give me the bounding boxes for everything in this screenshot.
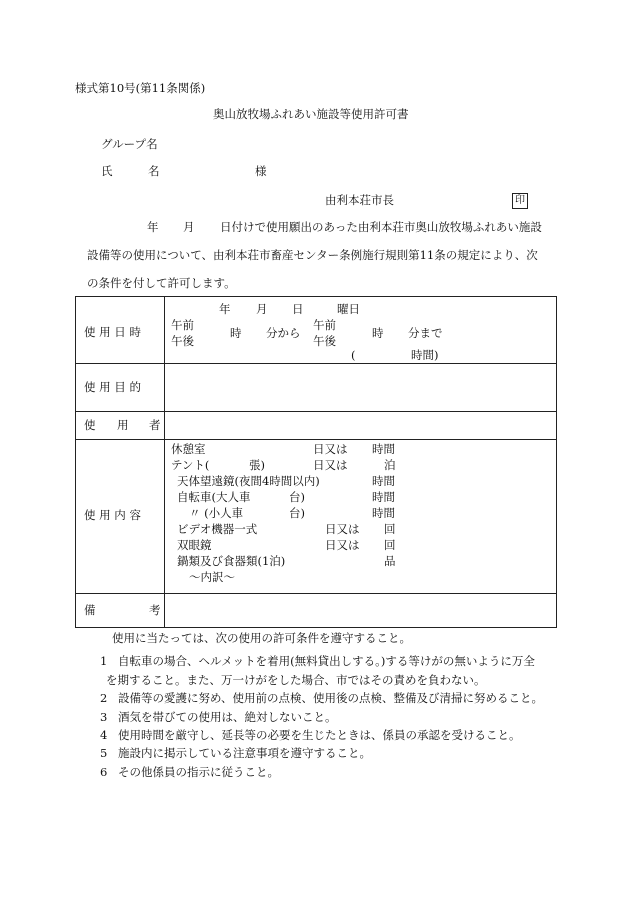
item-binoculars: 双眼鏡 (177, 538, 212, 552)
item-telescope-unit: 時間 (372, 474, 395, 488)
label-remarks-1: 備 (84, 603, 96, 617)
label-date-text: 使 用 日 時 (84, 325, 141, 339)
date-day: 日 (292, 302, 304, 316)
label-purpose-text: 使 用 目 的 (84, 380, 141, 394)
label-user-1: 使 (84, 418, 96, 432)
item-cookware-unit: 品 (384, 554, 396, 568)
label-user-3: 者 (149, 418, 161, 432)
item-binoculars-unit: 回 (384, 538, 396, 552)
date-year: 年 (219, 302, 231, 316)
condition-6-text: その他係員の指示に従うこと。 (118, 765, 279, 779)
label-date (76, 297, 165, 364)
date-paren-open: ( (351, 348, 356, 362)
body-year: 年 (147, 220, 159, 234)
seal-mark: 印 (512, 193, 528, 209)
item-bicycle-adult-unit: 時間 (372, 490, 395, 504)
item-bicycle-child: 〃 (小人車 (189, 506, 244, 520)
item-tent-unit: 泊 (384, 458, 396, 472)
date-hour: 時 (230, 326, 242, 340)
label-user-2: 用 (117, 418, 129, 432)
issuer: 由利本荘市長 (325, 193, 394, 207)
condition-2-number: 2 (100, 691, 108, 705)
item-telescope: 天体望遠鏡(夜間4時間以内) (177, 474, 320, 488)
name-label-2: 名 (148, 164, 160, 178)
date-month: 月 (256, 302, 268, 316)
item-rest-room: 休憩室 (171, 442, 206, 456)
condition-3-text: 酒気を帯びての使用は、絶対しないこと。 (118, 710, 337, 724)
item-binoculars-mid: 日又は (325, 538, 360, 552)
date-from: 分から (266, 326, 301, 340)
label-remarks (76, 594, 165, 628)
item-rest-room-unit: 時間 (372, 442, 395, 456)
item-breakdown: ～内訳～ (189, 570, 235, 584)
label-remarks-2: 考 (149, 603, 161, 617)
body-line-1: 日付けで使用願出のあった由利本荘市奥山放牧場ふれあい施設 (220, 220, 542, 234)
group-name-label: グループ名 (101, 137, 158, 151)
item-cookware: 鍋類及び食器類(1泊) (177, 554, 286, 568)
value-date[interactable] (165, 297, 557, 364)
date-am-2: 午前 (313, 318, 336, 332)
conditions-intro: 使用に当たっては、次の使用の許可条件を遵守すること。 (112, 631, 411, 645)
condition-1-number: 1 (100, 654, 108, 668)
row-content (76, 440, 557, 594)
date-hour-2: 時 (372, 326, 384, 340)
item-bicycle-child-count: 台) (289, 506, 305, 520)
condition-5-number: 5 (100, 746, 108, 760)
honorific: 様 (255, 164, 267, 178)
condition-5-text: 施設内に掲示している注意事項を遵守すること。 (118, 746, 371, 760)
condition-4-number: 4 (100, 728, 108, 742)
label-content (76, 440, 165, 594)
value-purpose[interactable] (165, 364, 557, 412)
condition-4-text: 使用時間を厳守し、延長等の必要を生じたときは、係員の承認を受けること。 (118, 728, 521, 742)
condition-6-number: 6 (100, 765, 108, 779)
label-user (76, 412, 165, 440)
condition-2-text: 設備等の愛護に努め、使用前の点検、使用後の点検、整備及び清掃に努めること。 (118, 691, 544, 705)
value-remarks[interactable] (165, 594, 557, 628)
item-video: ビデオ機器一式 (177, 522, 258, 536)
body-line-2: 設備等の使用について、由利本荘市畜産センター条例施行規則第11条の規定により、次 (87, 248, 538, 262)
item-video-mid: 日又は (325, 522, 360, 536)
item-tent-mid: 日又は (313, 458, 348, 472)
date-pm: 午後 (171, 334, 194, 348)
item-video-unit: 回 (384, 522, 396, 536)
body-month: 月 (183, 220, 195, 234)
document-title: 奥山放牧場ふれあい施設等使用許可書 (213, 107, 409, 121)
condition-1-text: 自転車の場合、ヘルメットを着用(無料貸出しする。)する等けがの無いように万全 (118, 654, 535, 668)
item-bicycle-adult: 自転車(大人車 (177, 490, 251, 504)
label-content-text: 使 用 内 容 (84, 508, 141, 522)
date-pm-2: 午後 (313, 334, 336, 348)
item-rest-room-mid: 日又は (313, 442, 348, 456)
row-remarks (76, 594, 557, 628)
date-weekday: 曜日 (337, 302, 360, 316)
row-date (76, 297, 557, 364)
date-am: 午前 (171, 318, 194, 332)
value-user[interactable] (165, 412, 557, 440)
condition-3-number: 3 (100, 710, 108, 724)
label-purpose (76, 364, 165, 412)
item-tent-count: 張) (249, 458, 265, 472)
form-number: 様式第10号(第11条関係) (75, 81, 206, 95)
value-content[interactable] (165, 440, 557, 594)
row-user (76, 412, 557, 440)
date-until: 分まで (408, 326, 443, 340)
name-label-1: 氏 (101, 164, 113, 178)
permit-table (75, 296, 557, 628)
row-purpose (76, 364, 557, 412)
item-bicycle-adult-count: 台) (289, 490, 305, 504)
date-hours: 時間) (411, 348, 439, 362)
item-tent: テント( (171, 458, 210, 472)
item-bicycle-child-unit: 時間 (372, 506, 395, 520)
condition-1-cont: を期すること。また、万一けがをした場合、市ではその責めを負わない。 (106, 673, 486, 687)
body-line-3: の条件を付して許可します。 (87, 276, 236, 290)
